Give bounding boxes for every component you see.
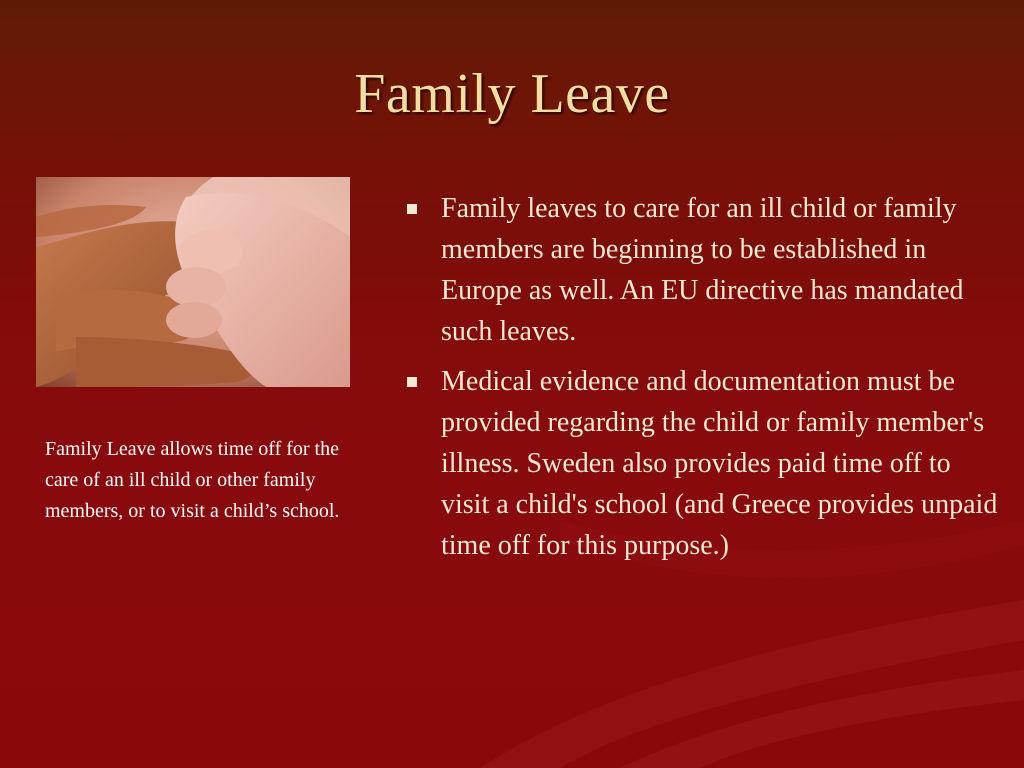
- hands-photo: [36, 177, 350, 387]
- bullet-item: [404, 188, 1004, 352]
- bullet-list: [404, 188, 1004, 575]
- photo-caption: Family Leave allows time off for the care of an ill child or other family members, or to visit a child’s school.: [45, 438, 340, 522]
- bullet-text: Medical evidence and documentation must be provided regarding the child or family member's illness. Sweden also provides paid time off to visit a child's school (and Greece provides unpaid time off for this purpose.): [441, 366, 998, 561]
- square-bullet-icon: [407, 377, 417, 387]
- bullet-item: [404, 361, 1004, 566]
- slide-title: Family Leave: [354, 63, 670, 125]
- square-bullet-icon: [407, 204, 417, 214]
- bullet-text: Family leaves to care for an ill child or family members are beginning to be established in Europe as well. An EU directive has mandated such leaves.: [441, 193, 964, 347]
